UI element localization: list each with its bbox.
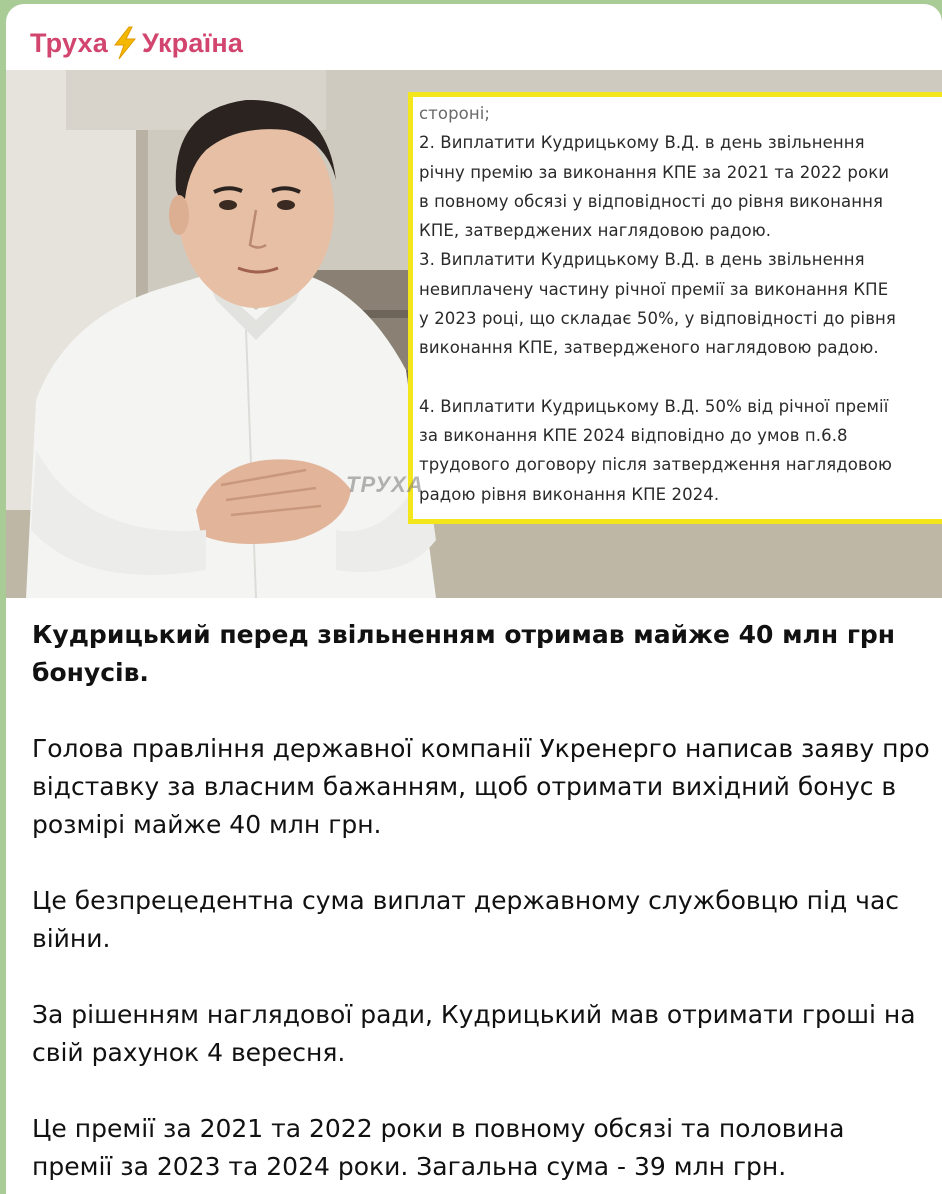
doc-line: виконання КПЕ, затвердженого наглядовою радою. (419, 338, 879, 358)
doc-line: в повному обсязі у відповідності до рівня виконання (419, 191, 884, 211)
doc-partial-line: стороні; (419, 104, 491, 123)
message-paragraph: За рішенням наглядової ради, Кудрицький мав отримати гроші на свій рахунок 4 вересня. (32, 1000, 916, 1067)
doc-line: за виконання КПЕ 2024 відповідно до умов п.6.8 (419, 425, 848, 445)
post-photo[interactable] (6, 70, 942, 598)
message-bubble (6, 4, 942, 1194)
message-paragraph: Голова правління державної компанії Укренерго написав заяву про відставку за власним бажанням, щоб отримати вихідний бонус в розмірі майже 40 млн грн. (32, 734, 930, 839)
lightning-bolt-icon (110, 26, 140, 60)
doc-line: КПЕ, затверджених наглядовою радою. (419, 221, 772, 241)
doc-line: 3. Виплатити Кудрицькому В.Д. в день звільнення (419, 250, 865, 270)
doc-line: у 2023 році, що складає 50%, у відповідності до рівня (419, 309, 896, 329)
doc-line: річну премію за виконання КПЕ за 2021 та 2022 роки (419, 162, 890, 182)
doc-line: трудового договору після затвердження наглядовою (419, 455, 892, 475)
doc-line: 4. Виплатити Кудрицькому В.Д. 50% від річної премії (419, 396, 889, 416)
channel-name-part2: Україна (141, 27, 244, 58)
message-text (32, 616, 932, 1194)
doc-line: 2. Виплатити Кудрицькому В.Д. в день звільнення (419, 133, 865, 153)
watermark-logo: ТРУХА (346, 472, 424, 497)
message-paragraph: Це премії за 2021 та 2022 роки в повному обсязі та половина премії за 2023 та 2024 роки. Загальна сума - 39 млн грн. (32, 1114, 845, 1181)
doc-line: невиплачену частину річної премії за виконання КПЕ (419, 279, 889, 299)
doc-line: радою рівня виконання КПЕ 2024. (419, 484, 720, 504)
message-paragraph: Це безпрецедентна сума виплат державному службовцю під час війни. (32, 886, 900, 953)
channel-name[interactable] (30, 26, 243, 60)
channel-name-part1: Труха (30, 27, 108, 58)
message-headline: Кудрицький перед звільненням отримав майже 40 млн грн бонусів. (32, 620, 896, 687)
document-screenshot (408, 92, 942, 524)
